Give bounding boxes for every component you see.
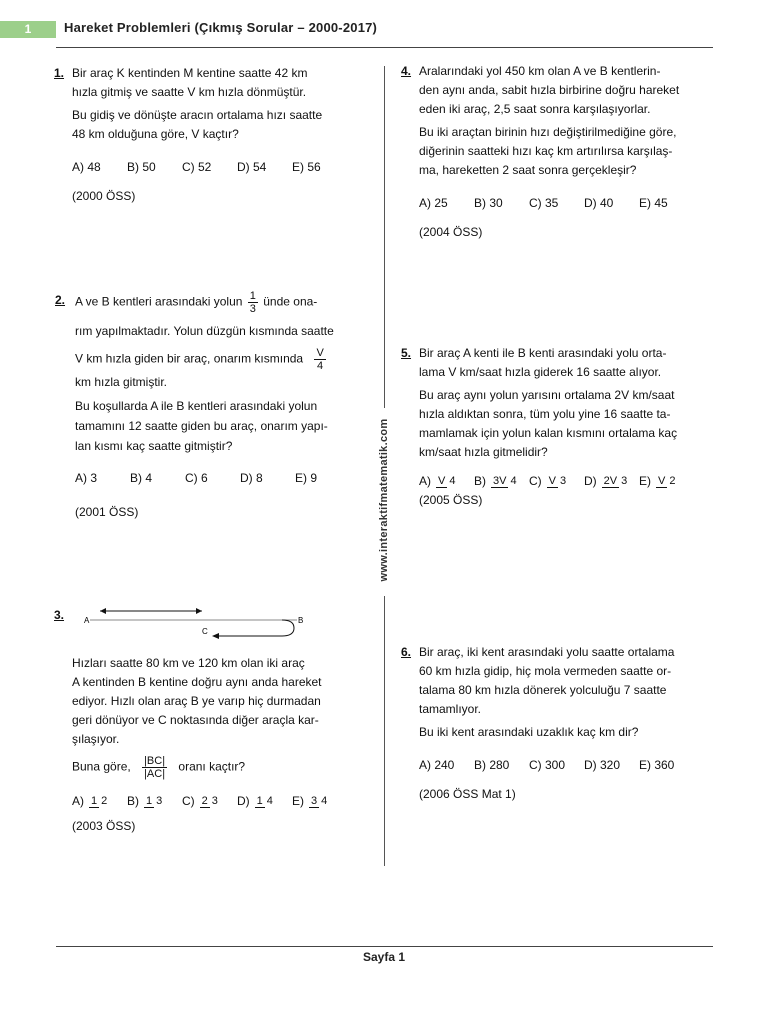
question-text-line: Bir araç A kenti ile B kenti arasındaki yolu orta- (419, 346, 667, 360)
option-label: C) (529, 474, 542, 488)
arrowhead-left (100, 608, 106, 614)
numerator: 2 (201, 795, 208, 808)
option-label: B) (474, 474, 486, 488)
question-source: (2003 ÖSS) (72, 819, 136, 833)
question-text-line (75, 290, 375, 315)
numerator: 1 (146, 795, 153, 808)
option-c[interactable] (529, 472, 584, 491)
return-path (216, 620, 294, 636)
question-text-line: eden iki araç, 2,5 saat sonra karşılaşıyorlar. (419, 102, 651, 116)
question-text-line: tamamlıyor. (419, 702, 482, 716)
question-text-line: Aralarındaki yol 450 km olan A ve B kentlerin- (419, 64, 661, 78)
answer-options (419, 756, 719, 775)
option-d[interactable] (584, 472, 639, 491)
question-text: Buna göre, (72, 759, 131, 774)
question-source: (2004 ÖSS) (419, 225, 483, 239)
question-2 (55, 290, 375, 522)
question-text-line: Bu iki araçtan birinin hızı değiştirilmediğine göre, (419, 125, 677, 139)
question-text: V km hızla giden bir araç, onarım kısmında (75, 351, 304, 366)
question-number: 1. (54, 66, 65, 80)
answer-options (419, 472, 719, 491)
question-number: 3. (54, 608, 65, 622)
answer-options (72, 158, 372, 177)
option-label: E) (292, 794, 304, 808)
question-text-line: şılaşıyor. (72, 732, 120, 746)
numerator: 1 (249, 290, 256, 302)
question-text-line: Bu iki kent arasındaki uzaklık kaç km dir? (419, 725, 639, 739)
question-text-line: km hızla gitmiştir. (75, 375, 168, 389)
question-6 (401, 643, 719, 804)
question-text-line: ediyor. Hızlı olan araç B ye varıp hiç durmadan (72, 694, 321, 708)
page-footer: Sayfa 1 (362, 950, 406, 964)
question-text-line: diğerinin saatteki hızı kaç km artırılırsa karşılaş- (419, 144, 673, 158)
question-text: A ve B kentleri arasındaki yolun (75, 294, 243, 309)
fraction (314, 347, 325, 372)
option-d[interactable]: D) 8 (240, 471, 263, 485)
option-a[interactable]: A) 3 (75, 471, 98, 485)
option-b[interactable]: B) 50 (127, 160, 156, 174)
option-label: D) (237, 794, 250, 808)
option-label: B) (127, 794, 139, 808)
question-source: (2006 ÖSS Mat 1) (419, 787, 516, 801)
question-number: 6. (401, 645, 412, 659)
question-text-line: Hızları saatte 80 km ve 120 km olan iki araç (72, 656, 305, 670)
option-b[interactable]: B) 280 (474, 758, 510, 772)
column-divider-top (384, 66, 385, 408)
question-4 (401, 62, 719, 242)
watermark-url: www.interaktifmatematik.com (378, 418, 390, 582)
question-source: (2005 ÖSS) (419, 493, 483, 507)
arrowhead-return (212, 633, 219, 639)
question-text: oranı kaçtır? (178, 759, 246, 774)
question-number: 2. (55, 293, 66, 307)
header-title: Hareket Problemleri (Çıkmış Sorular – 2000-2017) (64, 20, 378, 35)
question-text-line: geri dönüyor ve C noktasında diğer araçla kar- (72, 713, 319, 727)
fraction (248, 290, 258, 315)
label-c: C (202, 627, 208, 636)
option-a[interactable]: A) 25 (419, 196, 448, 210)
option-d[interactable]: D) 40 (584, 196, 614, 210)
option-c[interactable] (182, 792, 237, 811)
question-1 (54, 64, 372, 206)
label-a: A (84, 616, 90, 625)
denominator: 3 (211, 795, 218, 808)
fraction (309, 795, 329, 808)
question-text-line: Bu araç aynı yolun yarısını ortalama 2V km/saat (419, 388, 675, 402)
question-5 (401, 344, 719, 510)
question-source: (2000 ÖSS) (72, 189, 136, 203)
answer-options (72, 792, 372, 811)
question-text: ünde ona- (263, 294, 318, 309)
fraction (89, 795, 109, 808)
question-3 (54, 606, 372, 836)
footer-rule (56, 946, 713, 947)
header-rule (56, 47, 713, 48)
question-text-line: 48 km olduğuna göre, V kaçtır? (72, 127, 239, 141)
question-text-line: Bir araç K kentinden M kentine saatte 42 km (72, 66, 308, 80)
question-text-line: lan kısmı kaç saatte gitmiştir? (75, 439, 233, 453)
fraction (602, 475, 630, 488)
question-text-line: hızla aldıktan sonra, tüm yolu yine 16 saatte ta- (419, 407, 671, 421)
question-text-line: 60 km hızla gidip, hiç mola vermeden saatte or- (419, 664, 672, 678)
denominator: 3 (560, 475, 567, 488)
option-e[interactable]: E) 9 (295, 471, 318, 485)
denominator: 4 (449, 475, 456, 488)
numerator: |BC| (144, 755, 166, 767)
numerator: 3V (493, 475, 507, 488)
fraction (255, 795, 275, 808)
ratio-fraction (142, 755, 167, 780)
denominator: 3 (156, 795, 163, 808)
denominator: 4 (510, 475, 517, 488)
option-e[interactable]: E) 45 (639, 196, 668, 210)
option-c[interactable]: C) 6 (185, 471, 208, 485)
page-number-tab: 1 (0, 21, 56, 38)
answer-options (75, 468, 375, 488)
option-e[interactable] (292, 792, 347, 811)
denominator: 3 (249, 303, 256, 315)
fraction (491, 475, 519, 488)
question-text-line: den aynı anda, sabit hızla birbirine doğru hareket (419, 83, 680, 97)
question-text-line: tamamını 12 saatte giden bu araç, onarım yapı- (75, 419, 328, 433)
denominator: 3 (621, 475, 628, 488)
question-text-line: lama V km/saat hızla giderek 16 saatte alıyor. (419, 365, 662, 379)
option-label: A) (72, 794, 84, 808)
option-c[interactable]: C) 35 (529, 196, 559, 210)
option-label: D) (584, 474, 597, 488)
question-number: 4. (401, 64, 412, 78)
question-text-line (72, 755, 372, 780)
question-number: 5. (401, 346, 412, 360)
option-label: E) (639, 474, 651, 488)
numerator: 1 (91, 795, 98, 808)
denominator: 4 (266, 795, 273, 808)
numerator: V (548, 475, 557, 488)
option-d[interactable]: D) 54 (237, 160, 267, 174)
arrowhead-right (196, 608, 202, 614)
numerator: V (658, 475, 666, 488)
option-e[interactable] (639, 472, 694, 491)
option-a[interactable]: A) 48 (72, 160, 101, 174)
option-e[interactable]: E) 360 (639, 758, 675, 772)
denominator: 4 (317, 360, 324, 372)
option-c[interactable]: C) 300 (529, 758, 566, 772)
label-b: B (298, 616, 304, 625)
column-divider-bottom (384, 596, 385, 866)
question-text-line: A kentinden B kentine doğru aynı anda hareket (72, 675, 322, 689)
numerator: 2V (603, 475, 618, 488)
question-text-line: talama 80 km hızla dönerek yolculuğu 7 saatte (419, 683, 667, 697)
fraction (547, 475, 568, 488)
option-c[interactable]: C) 52 (182, 160, 212, 174)
fraction (200, 795, 220, 808)
question-text-line: Bu gidiş ve dönüşte aracın ortalama hızı saatte (72, 108, 323, 122)
question-text-line: km/saat hızla gitmelidir? (419, 445, 548, 459)
option-b[interactable]: B) 30 (474, 196, 503, 210)
answer-options (419, 194, 719, 213)
option-a[interactable]: A) 240 (419, 758, 455, 772)
denominator: 2 (669, 475, 676, 488)
option-d[interactable] (237, 792, 292, 811)
question-text-line: ma, hareketten 2 saat sonra gerçekleşir? (419, 163, 637, 177)
numerator: 3 (311, 795, 318, 808)
fraction (144, 795, 164, 808)
option-label: C) (182, 794, 195, 808)
denominator: 2 (101, 795, 108, 808)
question-source: (2001 ÖSS) (75, 505, 139, 519)
option-d[interactable]: D) 320 (584, 758, 621, 772)
option-b[interactable]: B) 4 (130, 471, 153, 485)
numerator: V (316, 347, 324, 359)
option-a[interactable] (419, 472, 474, 491)
question-text-line (75, 347, 375, 372)
fraction (656, 475, 677, 488)
denominator: 4 (321, 795, 328, 808)
option-e[interactable]: E) 56 (292, 160, 321, 174)
fraction (436, 475, 457, 488)
distance-diagram (82, 606, 312, 646)
numerator: V (438, 475, 446, 488)
question-text-line: Bir araç, iki kent arasındaki yolu saatte ortalama (419, 645, 675, 659)
question-text-line: mamlamak için yolun kalan kısmını ortalama kaç (419, 426, 678, 440)
option-a[interactable] (72, 792, 127, 811)
denominator: |AC| (144, 768, 166, 780)
question-text-line: hızla gitmiş ve saatte V km hızla dönmüştür. (72, 85, 307, 99)
option-b[interactable] (474, 472, 529, 491)
option-label: A) (419, 474, 431, 488)
question-text-line: Bu koşullarda A ile B kentleri arasındaki yolun (75, 399, 318, 413)
numerator: 1 (256, 795, 263, 808)
question-text-line: rım yapılmaktadır. Yolun düzgün kısmında saatte (75, 324, 334, 338)
option-b[interactable] (127, 792, 182, 811)
